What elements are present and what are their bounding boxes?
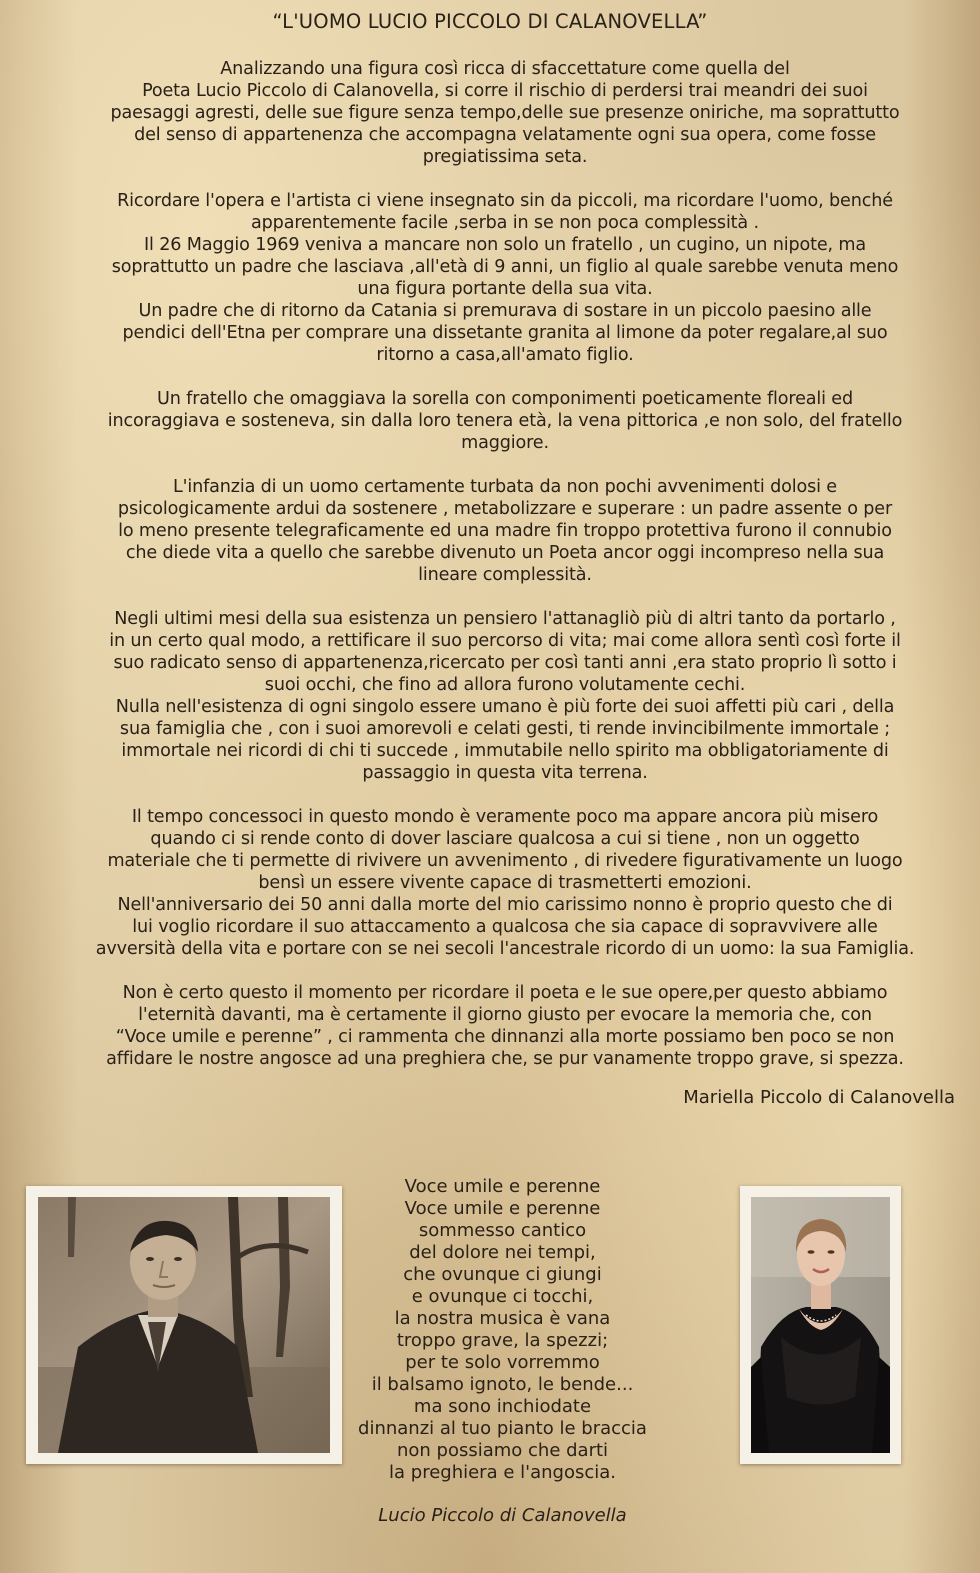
photo-mariella-piccolo (740, 1186, 901, 1464)
paragraph-4: Un padre che di ritorno da Catania si premurava di sostare in un piccolo paesino alle pendici dell'Etna per comprare una dissetante granita al limone da poter regalare,al suo ritorno a casa,all'amato figlio. (122, 301, 888, 365)
poem-line: non possiamo che darti (396, 1440, 609, 1461)
poem-line: troppo grave, la spezzi; (396, 1330, 609, 1351)
poem-line: ma sono inchiodate (413, 1396, 592, 1417)
poem-line: Voce umile e perenne (404, 1176, 601, 1197)
paragraph-10: Nell'anniversario dei 50 anni dalla morte del mio carissimo nonno è proprio questo che di lui voglio ricordare il suo attaccamento a qualcosa che sia capace di sopravvivere alle avversità della vita e portare con se nei secoli l'ancestrale ricordo di un uomo: la sua Famiglia. (95, 895, 915, 959)
poem-line: Voce umile e perenne (404, 1198, 601, 1219)
paragraph-2: Ricordare l'opera e l'artista ci viene insegnato sin da piccoli, ma ricordare l'uomo, benché apparentemente facile ,serba in se non poca complessità . (117, 191, 893, 233)
poem-line: e ovunque ci tocchi, (411, 1286, 594, 1307)
poem-line: la preghiera e l'angoscia. (389, 1462, 616, 1483)
paragraph-8: Nulla nell'esistenza di ogni singolo essere umano è più forte dei suoi affetti più cari , della sua famiglia che , con i suoi amorevoli e celati gesti, ti rende invincibilmente immortale ; immortale nei ricordi di chi ti succede , immutabile nello spirito ma obbligatoriamente di passaggio in questa vita terrena. (115, 697, 895, 783)
paragraph-9: Il tempo concessoci in questo mondo è veramente poco ma appare ancora più misero quando ci si rende conto di dover lasciare qualcosa a cui si tiene , non un oggetto materiale che ti permette di rivivere un avvenimento , di rivedere figurativamente un luogo bensì un essere vivente capace di trasmetterti emozioni. (107, 807, 903, 893)
paragraph-7: Negli ultimi mesi della sua esistenza un pensiero l'attanagliò più di altri tanto da portarlo , in un certo qual modo, a rettificare il suo percorso di vita; mai come allora sentì così forte il suo radicato senso di appartenenza,ricercato per così tanti anni ,era stato proprio lì sotto i suoi occhi, che fino ad allora furono volutamente cechi. (109, 609, 901, 695)
poem-line: sommesso cantico (418, 1220, 587, 1241)
paragraph-6: L'infanzia di un uomo certamente turbata da non pochi avvenimenti dolosi e psicologicamente ardui da sostenere , metabolizzare e superare : un padre assente o per lo meno presente telegraficamente ed una madre fin troppo protettiva furono il connubio che diede vita a quello che sarebbe divenuto un Poeta ancor oggi incompreso nella sua lineare complessità. (117, 477, 893, 585)
poem-line: il balsamo ignoto, le bende... (371, 1374, 634, 1395)
paragraph-5: Un fratello che omaggiava la sorella con componimenti poeticamente floreali ed incoraggiava e sosteneva, sin dalla loro tenera età, la vena pittorica ,e non solo, del fratello maggiore. (107, 389, 903, 453)
poem-line: la nostra musica è vana (394, 1308, 611, 1329)
article-body (75, 58, 935, 1092)
poem-author: Lucio Piccolo di Calanovella (378, 1505, 627, 1526)
author-signature: Mariella Piccolo di Calanovella (683, 1087, 955, 1108)
poem-line: dinnanzi al tuo pianto le braccia (358, 1418, 647, 1439)
page-title: “L'UOMO LUCIO PICCOLO DI CALANOVELLA” (272, 10, 708, 33)
poem-voce-umile (345, 1176, 660, 1484)
poem-line: del dolore nei tempi, (409, 1242, 596, 1263)
photo-lucio-piccolo (26, 1186, 342, 1464)
paragraph-11: Non è certo questo il momento per ricordare il poeta e le sue opere,per questo abbiamo l'eternità davanti, ma è certamente il giorno giusto per evocare la memoria che, con “Voce umile e perenne” , ci rammenta che dinnanzi alla morte possiamo ben poco se non affidare le nostre angosce ad una preghiera che, se pur vanamente troppo grave, si spezza. (106, 983, 904, 1069)
portrait-man-image (38, 1197, 330, 1453)
portrait-woman-image (751, 1197, 890, 1453)
poem-line: per te solo vorremmo (405, 1352, 600, 1373)
paragraph-3: Il 26 Maggio 1969 veniva a mancare non solo un fratello , un cugino, un nipote, ma soprattutto un padre che lasciava ,all'età di 9 anni, un figlio al quale sarebbe venuta meno una figura portante della sua vita. (111, 235, 899, 299)
poem-line: che ovunque ci giungi (403, 1264, 602, 1285)
paragraph-1: Analizzando una figura così ricca di sfaccettature come quella del Poeta Lucio Piccolo di Calanovella, si corre il rischio di perdersi trai meandri dei suoi paesaggi agresti, delle sue figure senza tempo,delle sue presenze oniriche, ma soprattutto del senso di appartenenza che accompagna velatamente ogni sua opera, come fosse pregiatissima seta. (110, 59, 900, 167)
